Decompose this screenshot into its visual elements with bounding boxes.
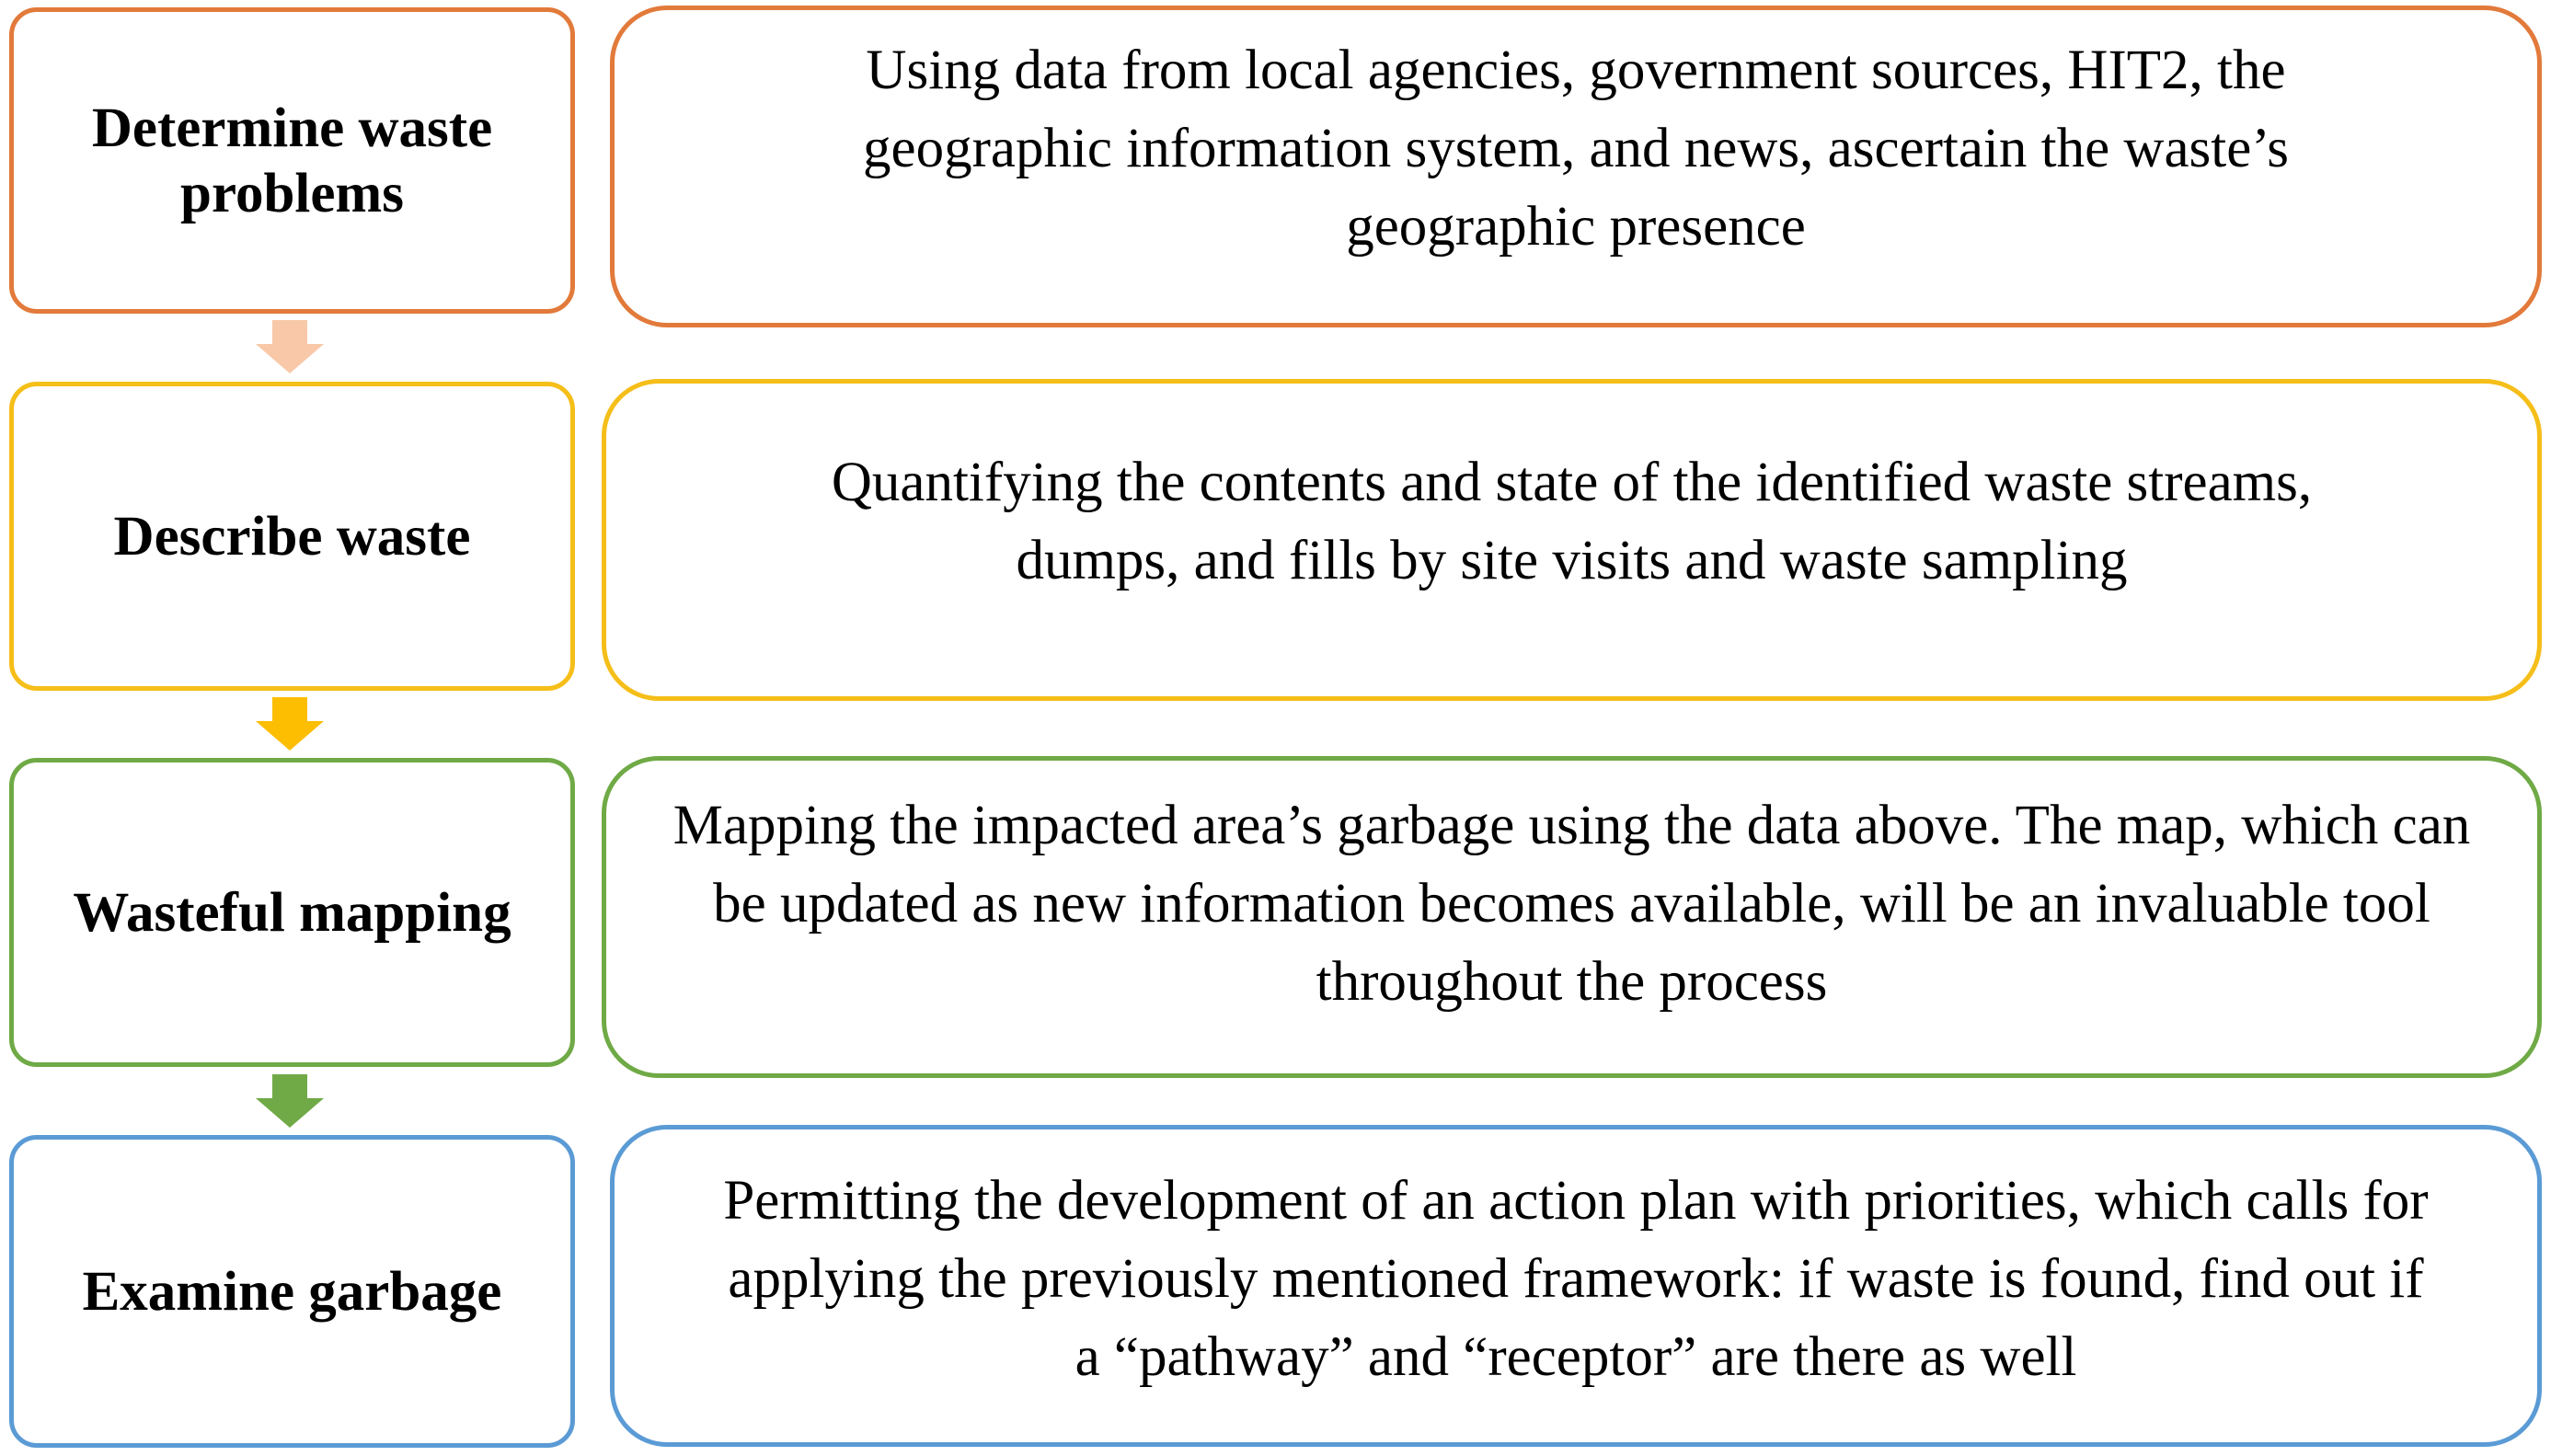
step-4-description-box: [610, 1125, 2542, 1447]
step-1-description-box: [610, 6, 2542, 327]
step-2-title: Describe waste: [113, 505, 471, 567]
step-3-description: Mapping the impacted area’s garbage using the data above. The map, which can be updated as new information becomes available, will be an invaluable tool throughout the process: [672, 794, 2471, 1013]
step-1-title-box: [9, 7, 575, 314]
step-3-title-box: [9, 758, 575, 1067]
step-4-description: Permitting the development of an action plan with priorities, which calls for applying the previously mentioned framework: if waste is found, find out if a “pathway” and “receptor” are there as well: [723, 1170, 2429, 1388]
step-2-description: Quantifying the contents and state of the identified waste streams, dumps, and fills by site visits and waste sampling: [831, 452, 2313, 591]
down-arrow-icon: [256, 697, 324, 751]
step-2-title-box: [9, 382, 575, 691]
step-4-title: Examine garbage: [82, 1260, 502, 1323]
down-arrow-icon: [256, 1074, 324, 1128]
step-3-title: Wasteful mapping: [73, 881, 511, 944]
down-arrow-icon: [256, 320, 324, 373]
step-1-description: Using data from local agencies, government sources, HIT2, the geographic information system, and news, ascertain the waste’s geographic presence: [863, 39, 2289, 258]
step-1-title: Determine waste problems: [91, 97, 493, 224]
step-3-description-box: [602, 756, 2542, 1078]
step-2-description-box: [602, 379, 2542, 701]
step-4-title-box: [9, 1135, 575, 1448]
